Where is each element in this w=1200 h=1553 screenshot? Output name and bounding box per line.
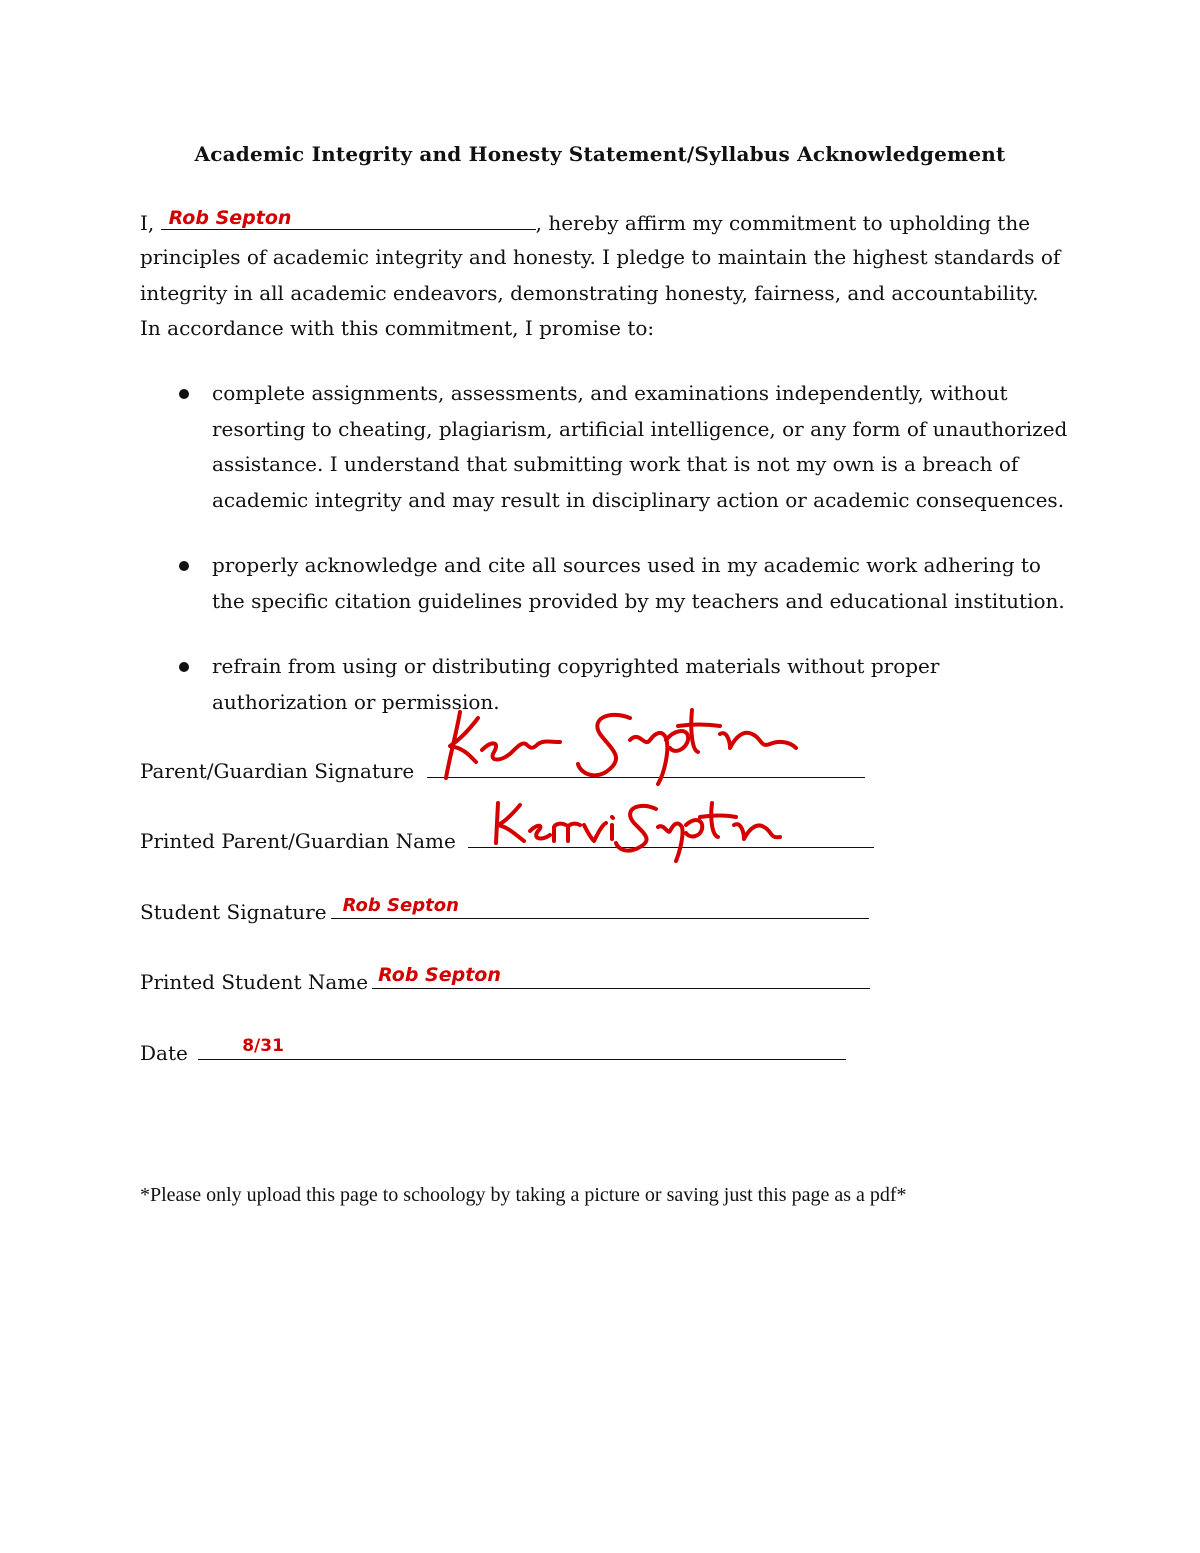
student-name-row — [140, 964, 870, 1000]
bullet-icon — [179, 662, 189, 672]
affirmation-suffix: , hereby affirm my commitment to upholding the — [535, 211, 1031, 235]
student-signature-row — [140, 894, 869, 930]
parent-signature-drawing — [430, 700, 800, 785]
page-title: Academic Integrity and Honesty Statement/Syllabus Acknowledgement — [194, 142, 1006, 166]
promise-text: properly acknowledge and cite all sources used in my academic work adhering to the specific citation guidelines provided by my teachers and educational institution. — [212, 553, 1065, 613]
student-name-label: Printed Student Name — [140, 970, 369, 994]
date-row — [140, 1035, 846, 1071]
name-blank[interactable] — [161, 205, 536, 230]
affirmation-line-1 — [140, 205, 1030, 241]
list-item — [140, 376, 1070, 518]
affirmation-line-3: integrity in all academic endeavors, demonstrating honesty, fairness, and accountability. — [140, 281, 1039, 305]
list-item — [140, 548, 1070, 619]
affirmation-line-2: principles of academic integrity and honesty. I pledge to maintain the highest standards of — [140, 245, 1061, 269]
handwritten-student-name: Rob Septon — [168, 207, 292, 229]
student-signature-field[interactable] — [331, 894, 869, 919]
promise-list — [140, 376, 1070, 750]
parent-name-drawing — [488, 795, 788, 865]
student-signature-handwriting: Rob Septon — [342, 895, 459, 916]
affirmation-prefix: I, — [140, 211, 155, 235]
date-handwriting: 8/31 — [242, 1036, 284, 1056]
upload-instructions: *Please only upload this page to schoology by taking a picture or saving just this page as a pdf* — [140, 1184, 907, 1206]
student-name-field[interactable] — [372, 964, 870, 989]
bullet-icon — [179, 561, 189, 571]
date-label: Date — [140, 1041, 188, 1065]
promise-text: refrain from using or distributing copyrighted materials without proper authorization or permission. — [212, 654, 940, 714]
affirmation-line-4: In accordance with this commitment, I promise to: — [140, 316, 655, 340]
bullet-icon — [179, 389, 189, 399]
promise-text: complete assignments, assessments, and examinations independently, without resorting to cheating, plagiarism, artificial intelligence, or any form of unauthorized assistance. I understand that submitting work that is not my own is a breach of academic integrity and may result in disciplinary action or academic consequences. — [212, 381, 1068, 512]
parent-name-label: Printed Parent/Guardian Name — [140, 829, 456, 853]
date-field[interactable] — [198, 1035, 846, 1060]
student-signature-label: Student Signature — [140, 900, 327, 924]
parent-signature-label: Parent/Guardian Signature — [140, 759, 415, 783]
student-name-handwriting: Rob Septon — [378, 964, 501, 986]
